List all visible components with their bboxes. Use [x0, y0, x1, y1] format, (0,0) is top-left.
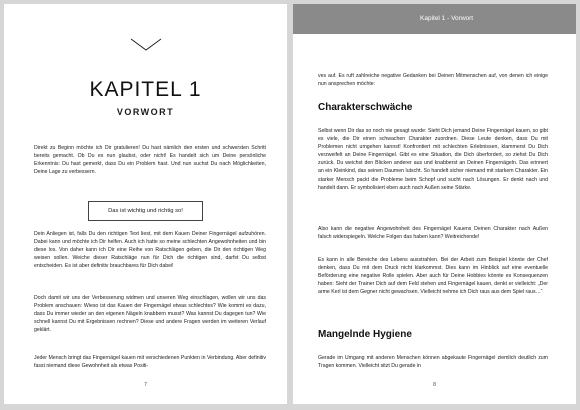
paragraph: Doch damit wir uns der Verbesserung widmen und unseren Weg einschlagen, wollen wir uns das Problem anschauen: Wieso ist das Kauen der Fingernägel etwas schlechtes? Wie kommt es dazu, dass Du immer wieder an den eigenen Nägeln knabbern musst? Was kannst Du dagegen tun? Wie schnell kannst Du mit Ergebnissen rechnen? Diese und andere Fragen werden im weiteren Verlauf geklärt.: [34, 295, 266, 334]
paragraph: Jeder Mensch bringt das Fingernägel kauen mit verschiedenen Punkten in Verbindung. Aber definitiv fasst niemand diese Gewohnheit als etwas Positi-: [34, 355, 266, 370]
highlight-box-text: Das ist wichtig und richtig so!: [108, 208, 183, 214]
chevron-down-icon: [130, 38, 162, 52]
paragraph: Es kann in alle Bereiche des Lebens ausstrahlen. Bei der Arbeit zum Beispiel könnte der Chef denken, dass Du mit dem Druck nicht klarkommst. Dies kann im Hinblick auf eine eventuelle Beförderung eine negative Rolle spielen. Aber auch für Deine Hobbies könnte es Konsequenzen haben: Sieht der Trainer Dich auf dem Feld stehen und Fingernägel kauen, denkt er vielleicht: „Der arme Kerl ist dem Gegner nicht gewachsen. Vielleicht nehme ich Dich raus aus dem Spiel raus…“: [318, 257, 548, 296]
right-page: [293, 4, 576, 404]
chapter-title: KAPITEL 1: [89, 78, 202, 101]
highlight-box: [88, 201, 203, 221]
intro-paragraph: Direkt zu Beginn möchte ich Dir gratulieren! Du hast nämlich den ersten und schwersten Schritt bereits gemacht. Ob Du es nun glaubst, oder nicht! Es handelt sich um Deine persönliche Erkenntnis: Du hast gemerkt, dass Du ein Problem hast. Und nun suchst Du nach Möglichkeiten, Deine Lage zu verbessern.: [34, 145, 266, 176]
paragraph: ves auf. Es ruft zahlreiche negative Gedanken bei Deinen Mitmenschen auf, von denen ich einige nun ansprechen möchte:: [318, 73, 548, 88]
page-number: 7: [143, 382, 148, 388]
page-header: [293, 4, 576, 34]
paragraph: Also kann die negative Angewohnheit des Fingernägel Kauens Deinen Charakter nach Außen falsch widerspiegeln. Welche Folgen das haben kann? Weitreichende!: [318, 226, 548, 241]
section-heading: Charakterschwäche: [318, 102, 413, 113]
paragraph: Dein Anliegen ist, falls Du den richtigen Text liest, mit dem Kauen Deiner Fingernägel aufzuhören. Dabei kann und möchte ich Dir helfen. Auch ich hatte so meine schlechten Angewohnheiten und bin diese los. Von daher kann ich Dir eine Reihe von Ratschlägen geben, die Dir den richtigen Weg weisen sollen. Weiche dieser Ratschläge nun für Dich die richtigen sind, darfst Du selbst entscheiden. Es ist aber definitiv brauchbares für Dich dabei!: [34, 231, 266, 270]
header-title: Kapitel 1 - Vorwort: [420, 15, 474, 22]
section-heading: Mangelnde Hygiene: [318, 329, 412, 340]
chapter-subtitle: VORWORT: [116, 107, 175, 117]
left-page: [4, 4, 287, 404]
paragraph: Selbst wenn Dir das so noch nie gesagt wurde: Sieht Dich jemand Deine Fingernägel kauen, so gibt es viele, die Dir einen schwachen Charakter zuordnen. Diese Leute denken, dass Du mit Problemen nicht umgehen kannst! Konfrontiert mit schlechten Erlebnissen, klammerst Du Dich verzweifelt an Deine Fingernägel. Gibt es eine Situation, die Dich überfordert, so ziehst Du Dich zurück. Du weichst den Blicken anderer aus und knabberst an Deinen Fingernägeln. Das erinnert an ein Kleinkind, das seinen Daumen lutscht. So handelt sicher niemand mit starkem Charakter. Ein starker Mensch packt die Probleme beim Schopf und sucht nach Lösungen. Er denkt nach und handelt dann. Er symbolisiert eben auch nach Außen seine Stärke.: [318, 128, 548, 191]
page-number: 8: [432, 382, 437, 388]
paragraph: Gerade im Umgang mit anderen Menschen können abgekaute Fingernägel ziemlich deutlich zum Tragen kommen. Vielleicht sitzt Du gerade in: [318, 355, 548, 370]
